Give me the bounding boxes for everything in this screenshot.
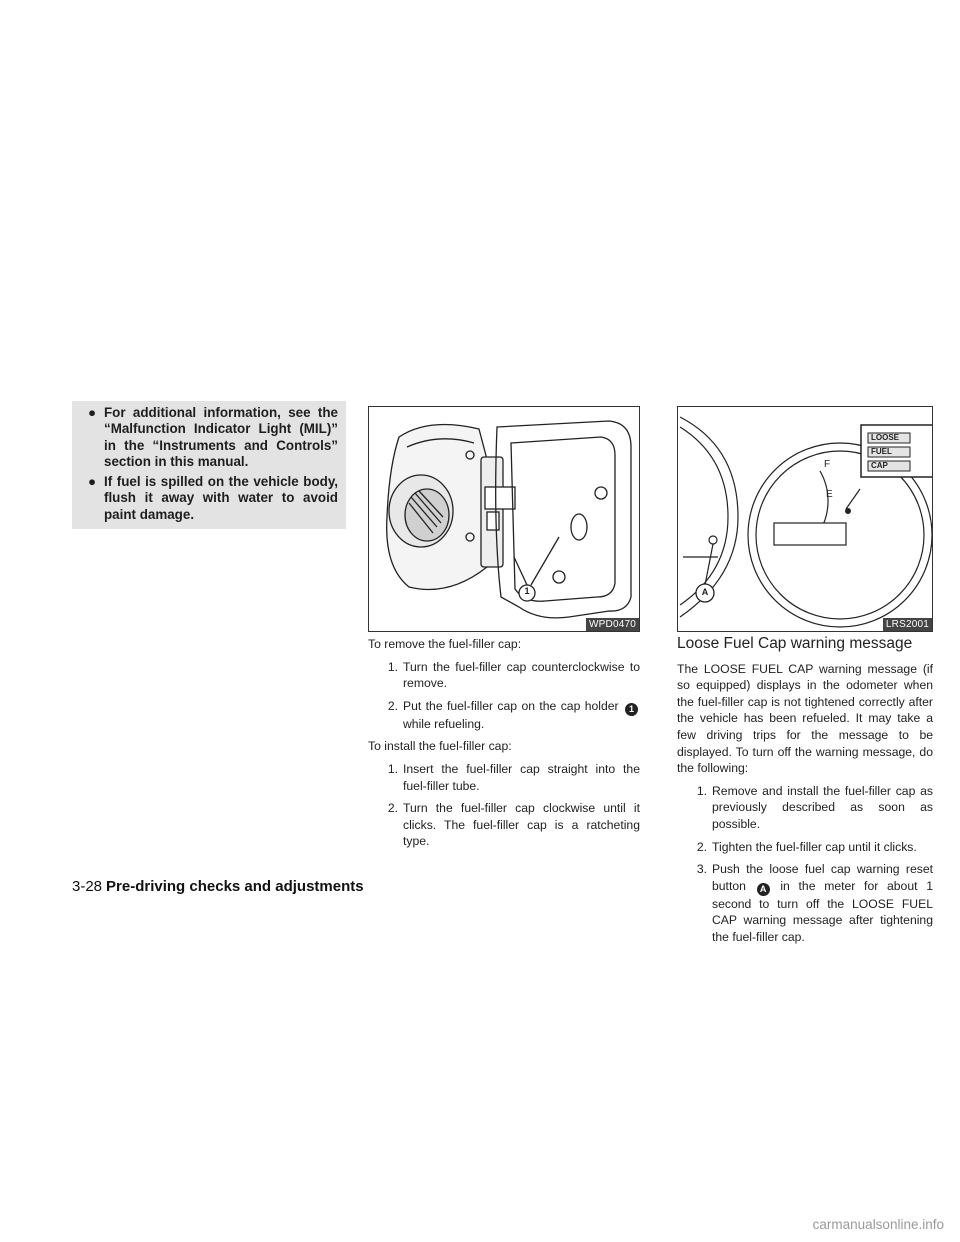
install-intro: To install the fuel-filler cap: xyxy=(368,739,512,754)
bullet-icon: ● xyxy=(88,405,97,420)
page-footer xyxy=(72,878,364,895)
callout-1-inline: 1 xyxy=(625,703,638,716)
list-item: 3. Push the loose fuel cap warning reset button A in the meter for about 1 second to turn off the LOOSE FUEL CAP warning message after tightening the fuel-filler cap. xyxy=(696,862,933,944)
fuel-filler-cap-figure xyxy=(368,406,640,632)
watermark: carmanualsonline.info xyxy=(812,1217,944,1232)
warning-item xyxy=(88,405,338,470)
fuel-filler-cap-illustration xyxy=(369,407,639,631)
list-item: 1. Remove and install the fuel-filler cap as previously described as soon as possible. xyxy=(696,783,933,831)
gauge-e-label: E xyxy=(826,489,833,500)
display-loose: LOOSE xyxy=(871,433,900,442)
list-item: 2. Tighten the fuel-filler cap until it clicks. xyxy=(696,839,917,854)
display-cap: CAP xyxy=(871,461,888,470)
remove-intro: To remove the fuel-filler cap: xyxy=(368,637,522,651)
remove-install-section xyxy=(368,636,640,856)
meter-figure xyxy=(677,406,933,632)
page-number: 3-28 xyxy=(72,878,103,895)
callout-a-inline: A xyxy=(757,883,770,896)
gauge-f-label: F xyxy=(824,459,831,470)
warning-box xyxy=(72,401,346,529)
bullet-icon: ● xyxy=(88,474,97,490)
list-item: 1. Turn the fuel-filler cap counterclockwise to remove. xyxy=(387,659,640,691)
display-fuel: FUEL xyxy=(871,447,892,456)
warning-text: For additional information, see the “Malfunction Indicator Light (MIL)” in the “Instruments and Controls” section in this manual. xyxy=(104,405,338,469)
callout-1: 1 xyxy=(524,586,530,596)
figure-code: WPD0470 xyxy=(586,618,639,631)
loose-paragraph: The LOOSE FUEL CAP warning message (if so equipped) displays in the odometer when the fuel-filler cap is not tightened correctly after the vehicle has been refueled. It may take a few driving trips for the message to be displayed. To turn off the warning message, do the following: xyxy=(677,661,933,776)
callout-a: A xyxy=(701,587,709,597)
chapter-title: Pre-driving checks and adjustments xyxy=(106,878,364,895)
figure-code: LRS2001 xyxy=(883,618,932,631)
list-item: 2. Turn the fuel-filler cap clockwise until it clicks. The fuel-filler cap is a ratcheting type. xyxy=(387,801,640,849)
list-item: 1. Insert the fuel-filler cap straight into the fuel-filler tube. xyxy=(387,761,640,793)
loose-fuel-cap-section xyxy=(677,636,933,952)
warning-text: If fuel is spilled on the vehicle body, flush it away with water to avoid paint damage. xyxy=(104,474,338,522)
warning-item xyxy=(88,474,338,523)
list-item: 2. Put the fuel-filler cap on the cap holder 1 while refueling. xyxy=(368,698,640,733)
section-heading: Loose Fuel Cap warning message xyxy=(677,635,913,652)
